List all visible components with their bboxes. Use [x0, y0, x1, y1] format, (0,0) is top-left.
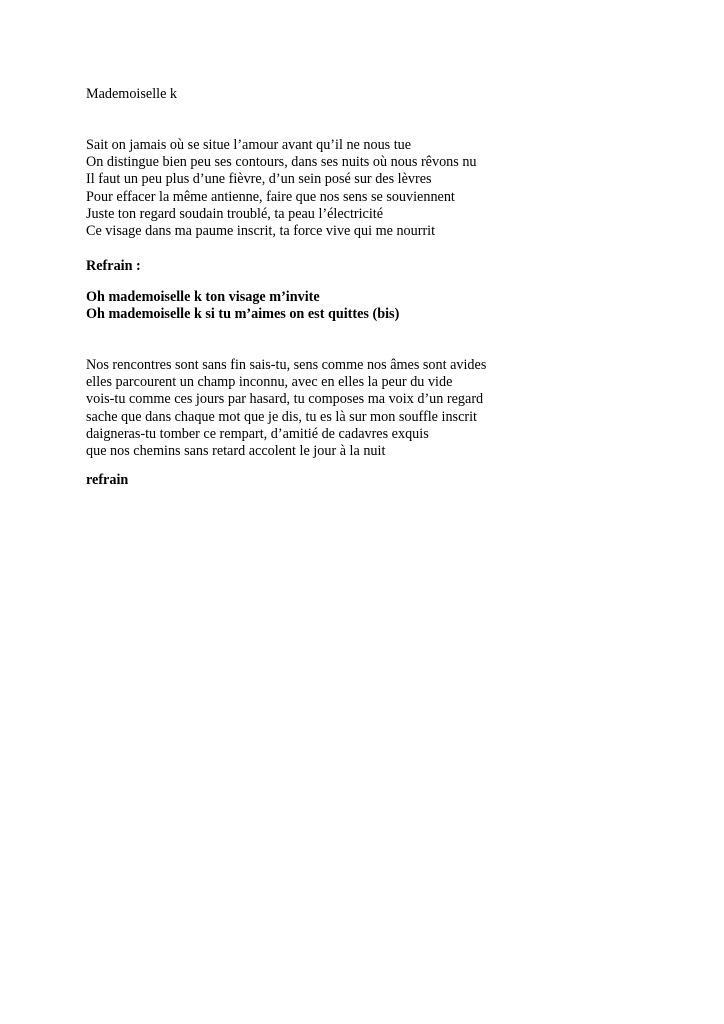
verse-2 [86, 357, 486, 460]
verse-2-line: elles parcourent un champ inconnu, avec en elles la peur du vide [86, 374, 453, 391]
verse-2-line: que nos chemins sans retard accolent le jour à la nuit [86, 442, 386, 459]
verse-2-line: daigneras-tu tomber ce rempart, d’amitié de cadavres exquis [86, 425, 429, 442]
verse-2-line: Nos rencontres sont sans fin sais-tu, sens comme nos âmes sont avides [86, 357, 487, 373]
song-title: Mademoiselle k [86, 86, 178, 102]
refrain-repeat-marker [86, 472, 128, 489]
verse-2-line: vois-tu comme ces jours par hasard, tu composes ma voix d’un regard [86, 391, 484, 408]
verse-2-line: sache que dans chaque mot que je dis, tu es là sur mon souffle inscrit [86, 408, 477, 425]
verse-1-line: Il faut un peu plus d’une fièvre, d’un sein posé sur des lèvres [86, 171, 432, 188]
verse-1-line: Pour effacer la même antienne, faire que nos sens se souviennent [86, 188, 455, 205]
verse-1-line: Ce visage dans ma paume inscrit, ta force vive qui me nourrit [86, 222, 436, 239]
verse-1-line: Sait on jamais où se situe l’amour avant qu’il ne nous tue [86, 137, 412, 153]
refrain-heading [86, 258, 141, 275]
refrain [86, 289, 399, 323]
refrain-heading-text: Refrain : [86, 258, 141, 274]
refrain-repeat-text: refrain [86, 472, 129, 488]
refrain-line: Oh mademoiselle k si tu m’aimes on est quittes (bis) [86, 306, 400, 323]
verse-1 [86, 137, 477, 240]
refrain-line: Oh mademoiselle k ton visage m’invite [86, 289, 320, 305]
verse-1-line: On distingue bien peu ses contours, dans ses nuits où nous rêvons nu [86, 154, 477, 171]
verse-1-line: Juste ton regard soudain troublé, ta peau l’électricité [86, 205, 384, 222]
